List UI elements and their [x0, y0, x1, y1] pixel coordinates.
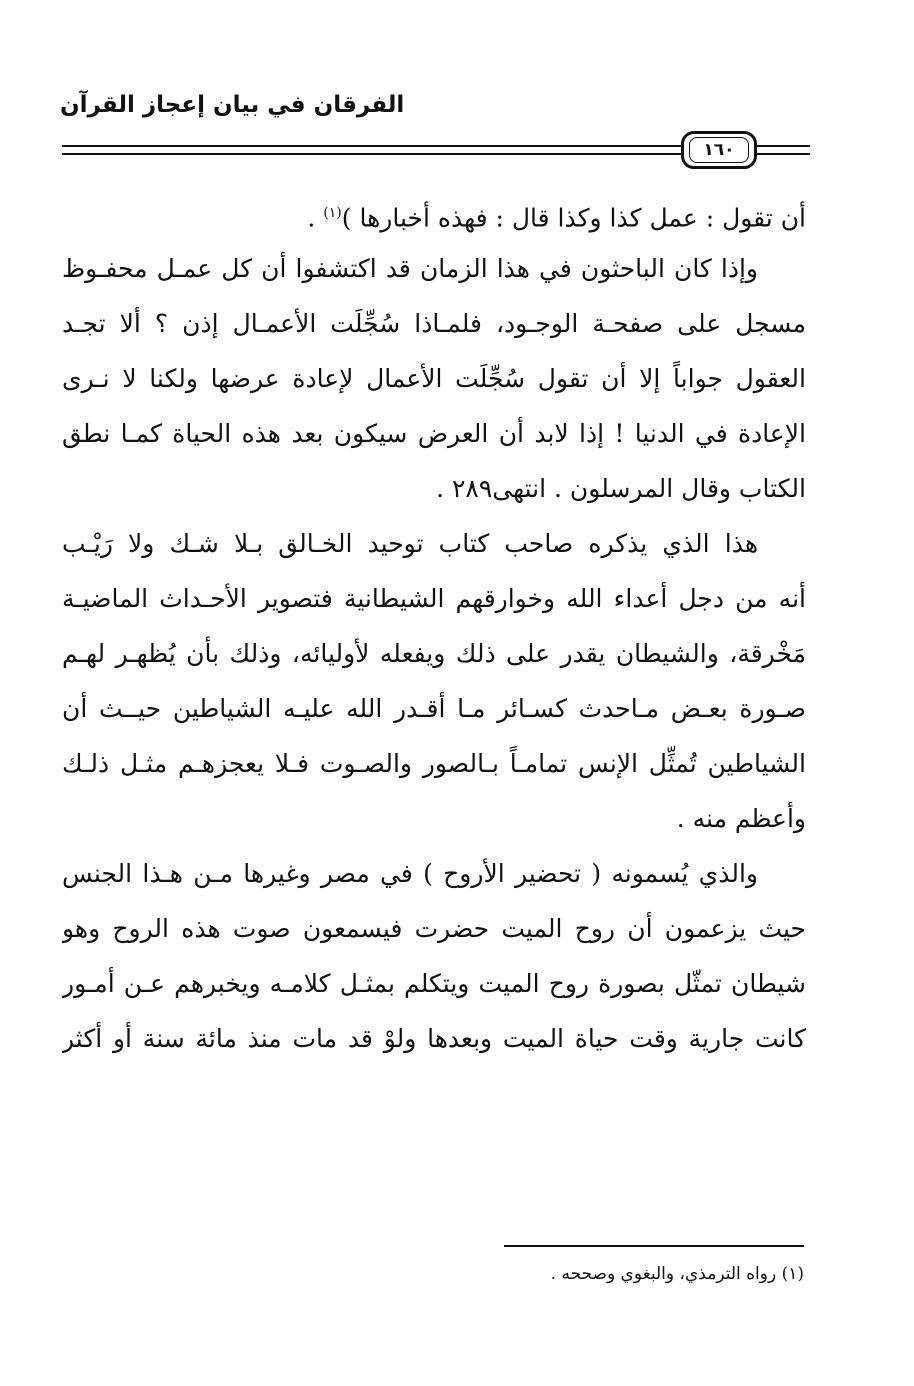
text-line-14: حيث يزعمون أن روح الميت حضرت فيسمعون صوت هذه الروح وهو: [62, 914, 806, 943]
page-number-inner-frame: [689, 137, 749, 163]
running-title: الفرقان في بيان إعجاز القرآن: [60, 92, 405, 118]
text-line-3: مسجل على صفحـة الوجـود، فلمـاذا سُجِّلَت الأعمـال إذن ؟ ألا تجـد: [62, 309, 806, 338]
text-line-10: صـورة بعـض مـاحدث كسـائر مـا أقـدر الله عليـه الشياطين حيــث أن: [62, 694, 806, 723]
text-line-13: والذي يُسمونه ( تحضير الأروح ) في مصر وغيرها مـن هـذا الجنس: [62, 859, 758, 888]
text-line-1-end: .: [307, 203, 324, 233]
text-line-16: كانت جارية وقت حياة الميت وبعدها ولوْ قد مات منذ مائة سنة أو أكثر: [62, 1024, 806, 1053]
footnote-ref-1: (١): [323, 205, 342, 221]
page-number-frame: [681, 131, 757, 169]
text-line-9: مَخْرقة، والشيطان يقدر على ذلك ويفعله لأوليائه، وذلك بأن يُظهـر لهـم: [62, 639, 806, 668]
text-line-8: أنه من دجل أعداء الله وخوارقهم الشيطانية فتصوير الأحـداث الماضيـة: [62, 584, 806, 613]
text-line-12: وأعظم منه .: [676, 804, 806, 833]
text-line-11: الشياطين تُمثِّل الإنس تمامـاً بـالصور والصـوت فـلا يعجزهـم مثـل ذلـك: [62, 749, 806, 778]
text-line-15: شيطان تمثّل بصورة روح الميت ويتكلم بمثـل كلامـه ويخبرهم عـن أمـور: [62, 969, 806, 998]
text-line-5: الإعادة في الدنيا ! إذا لابد أن العرض سيكون بعد هذه الحياة كمـا نطق: [62, 419, 806, 448]
text-line-1-text: أن تقول : عمل كذا وكذا قال : فهذه أخبارها ): [341, 203, 806, 233]
text-line-6: الكتاب وقال المرسلون . انتهى٢٨٩ .: [436, 474, 806, 503]
text-line-1: [62, 186, 806, 241]
footnote-separator: [504, 1245, 804, 1247]
text-line-4: العقول جواباً إلا أن تقول سُجِّلَت الأعمال لإعادة عرضها ولكنا لا نـرى: [62, 364, 806, 393]
text-line-2: وإذا كان الباحثون في هذا الزمان قد اكتشفوا أن كل عمـل محفـوظ: [62, 254, 758, 283]
page-number: ١٦٠: [703, 139, 735, 160]
body-text: [62, 186, 806, 1066]
footnote-1: (١) رواه الترمذي، والبغوي وصححه .: [550, 1264, 804, 1284]
text-line-7: هذا الذي يذكره صاحب كتاب توحيد الخـالق بـلا شـك ولا رَيْـب: [62, 529, 758, 558]
